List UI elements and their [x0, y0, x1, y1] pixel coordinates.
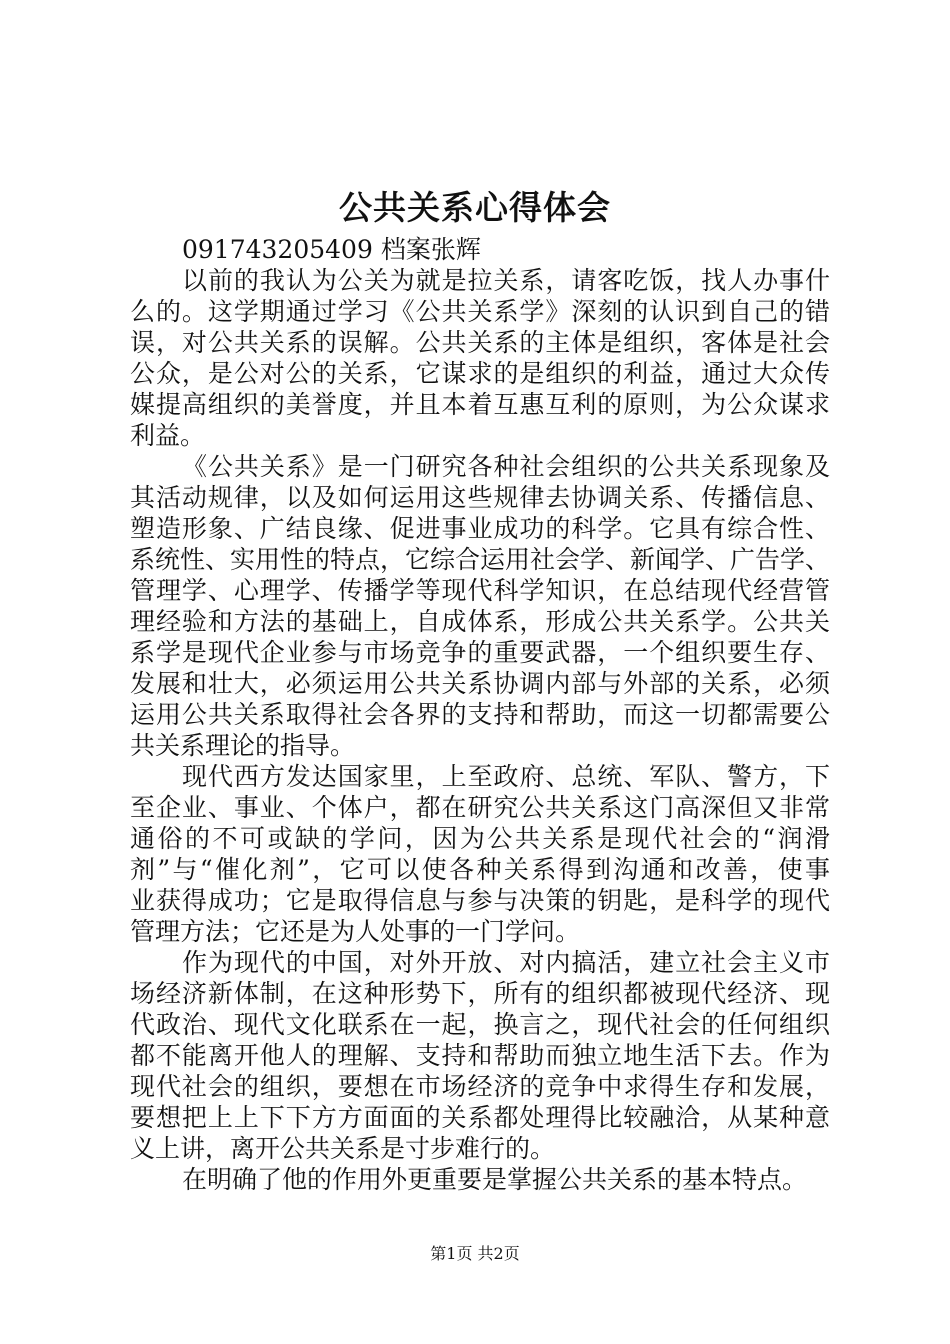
body-text-line: 系学是现代企业参与市场竞争的重要武器，一个组织要生存、 [130, 638, 830, 667]
body-text-line: 媒提高组织的美誉度，并且本着互惠互利的原则，为公众谋求 [130, 390, 830, 419]
body-text-line: 代政治、现代文化联系在一起，换言之，现代社会的任何组织 [130, 1010, 830, 1039]
body-text-line: 误，对公共关系的误解。公共关系的主体是组织，客体是社会 [130, 328, 830, 357]
body-text-line: 塑造形象、广结良缘、促进事业成功的科学。它具有综合性、 [130, 514, 830, 543]
body-text-line: 么的。这学期通过学习《公共关系学》深刻的认识到自己的错 [130, 297, 830, 326]
body-text-line: 管理方法；它还是为人处事的一门学问。 [130, 917, 581, 946]
body-text-line: 剂”与“催化剂”，它可以使各种关系得到沟通和改善，使事 [130, 855, 830, 884]
body-text-line: 运用公共关系取得社会各界的支持和帮助，而这一切都需要公 [130, 700, 830, 729]
body-text-line: 场经济新体制，在这种形势下，所有的组织都被现代经济、现 [130, 979, 830, 1008]
body-text-line: 在明确了他的作用外更重要是掌握公共关系的基本特点。 [182, 1165, 808, 1194]
body-text-line: 现代西方发达国家里，上至政府、总统、军队、警方，下 [182, 762, 830, 791]
body-text-line: 管理学、心理学、传播学等现代科学知识，在总结现代经营管 [130, 576, 830, 605]
body-text-line: 业获得成功；它是取得信息与参与决策的钥匙，是科学的现代 [130, 886, 830, 915]
body-text-line: 要想把上上下下方方面面的关系都处理得比较融洽，从某种意 [130, 1103, 830, 1132]
body-text-line: 至企业、事业、个体户，都在研究公共关系这门高深但又非常 [130, 793, 830, 822]
body-text-line: 通俗的不可或缺的学问，因为公共关系是现代社会的“润滑 [130, 824, 830, 853]
body-text-line: 091743205409 档案张辉 [182, 235, 481, 264]
body-text-line: 系统性、实用性的特点，它综合运用社会学、新闻学、广告学、 [130, 545, 831, 574]
body-text-line: 其活动规律，以及如何运用这些规律去协调关系、传播信息、 [130, 483, 830, 512]
body-text-line: 义上讲，离开公共关系是寸步难行的。 [130, 1134, 556, 1163]
page-footer: 第1页 共2页 [430, 1244, 520, 1263]
body-text-line: 以前的我认为公关为就是拉关系，请客吃饭，找人办事什 [182, 266, 830, 295]
body-text-line: 利益。 [130, 421, 206, 450]
body-text-line: 公众，是公对公的关系，它谋求的是组织的利益，通过大众传 [130, 359, 830, 388]
body-text-line: 都不能离开他人的理解、支持和帮助而独立地生活下去。作为 [130, 1041, 830, 1070]
document-title: 公共关系心得体会 [339, 188, 611, 227]
body-text-line: 作为现代的中国，对外开放、对内搞活，建立社会主义市 [182, 948, 830, 977]
body-text-line: 《公共关系》是一门研究各种社会组织的公共关系现象及 [182, 452, 830, 481]
body-text-line: 共关系理论的指导。 [130, 731, 356, 760]
body-text-line: 现代社会的组织，要想在市场经济的竞争中求得生存和发展， [130, 1072, 830, 1101]
body-text-line: 理经验和方法的基础上，自成体系，形成公共关系学。公共关 [130, 607, 830, 636]
body-text-line: 发展和壮大，必须运用公共关系协调内部与外部的关系，必须 [130, 669, 830, 698]
document-body [130, 234, 830, 1195]
